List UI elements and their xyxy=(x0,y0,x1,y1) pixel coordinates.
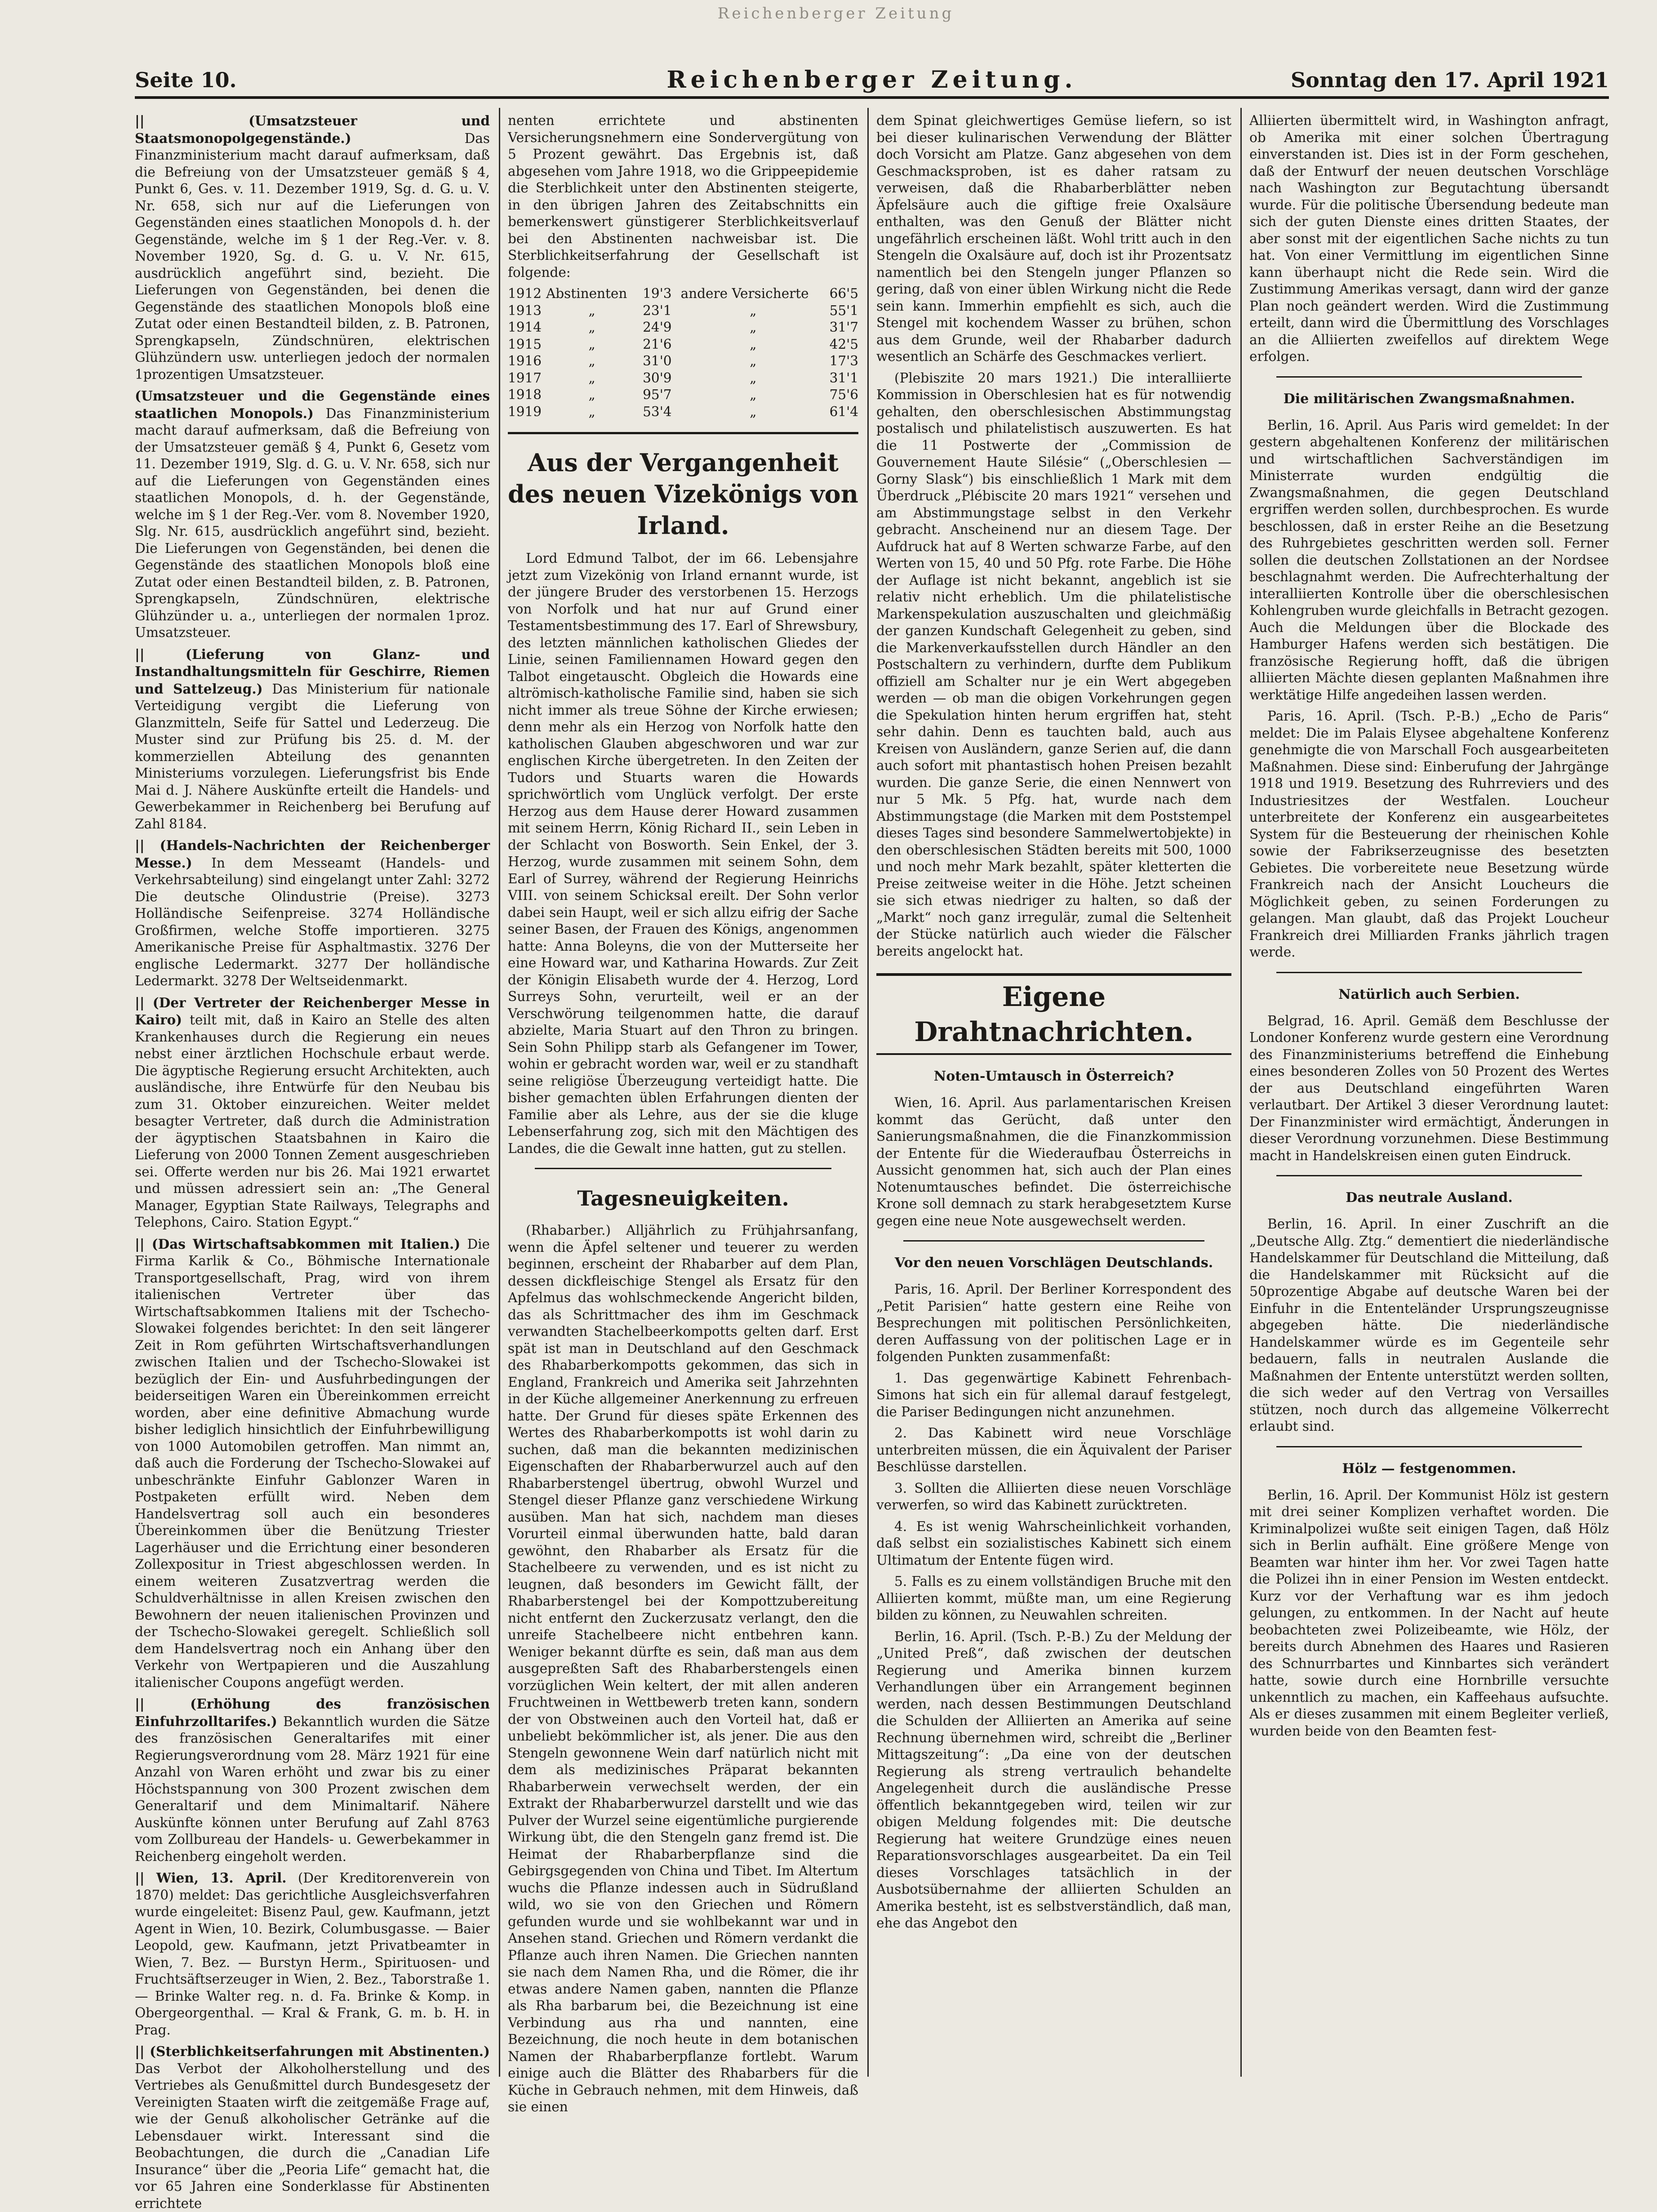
article-title: || (Der Vertreter der Reichenberger Messe in Kairo) xyxy=(135,994,490,1028)
numbered-point-5: 5. Falls es zu einem vollständigen Bruche mit den Alliierten kommt, müßte man, um eine Regierung bilden zu können, zu Neuwahlen schreiten. xyxy=(876,1574,1231,1623)
mortality-year: 1917 xyxy=(508,370,542,386)
article-body: Das Finanzministerium macht darauf aufmerksam, daß die Befreiung von der Umsatzsteuer gemäß § 4, Punkt 6, Ges. v. 11. Dezember 1919, Sg. d. G. u. V. Nr. 658, sich nur auf die Lieferungen von Gegenständen eines staatlichen Monopols d. h. der Gegenstände, welche im § 1 der Reg.-Ver. v. 8. November 1920, Sg. d. G. u. V. Nr. 615, ausdrücklich angeführt sind, bezieht. Die Lieferungen von Gegenständen, bei denen die Gegenstände des staatlichen Monopols bloß eine Zutat oder einen Bestandteil bilden, z. B. Patronen, Sprengkapseln, Zündschnüren, elektrischen Glühzündern usw. unterliegen jedoch der normalen 1prozentigen Umsatzsteuer. xyxy=(135,130,490,382)
mortality-year: 1915 xyxy=(508,336,542,352)
column-divider-3 xyxy=(1240,108,1242,2077)
article-title: || Wien, 13. April. xyxy=(135,1870,287,1886)
mortality-value-abstinent: 21'6 xyxy=(643,336,672,352)
section-heading-drahtnachrichten: Eigene Drahtnachrichten. xyxy=(876,973,1231,1055)
mortality-year: 1916 xyxy=(508,353,542,369)
article-lieferung-glanzmittel xyxy=(135,646,490,833)
mortality-table-row xyxy=(508,353,858,370)
article-notenumtausch: Wien, 16. April. Aus parlamentarischen Kreisen kommt das Gerücht, daß unter den Sanierungsmaßnahmen, die die Finanzkommission der Entente für die Wiederaufbau Österreichs in Aussicht genommen hat, sich auch der Plan eines Notenumtausches befindet. Die österreichische Krone soll demnach zu stark herabgesetztem Kurse gegen eine neue Note ausgewechselt werden. xyxy=(876,1095,1231,1228)
mortality-table-row xyxy=(508,319,858,336)
article-title: || (Das Wirtschaftsabkommen mit Italien.) xyxy=(135,1236,461,1252)
issue-date: Sonntag den 17. April 1921 xyxy=(1290,68,1609,92)
article-wirtschaftsabkommen-italien xyxy=(135,1236,490,1691)
headline-vizekoenig-irland: Aus der Vergangenheit des neuen Vizekönigs von Irland. xyxy=(508,448,858,540)
mortality-label-a: „ xyxy=(588,320,595,335)
numbered-point-2: 2. Das Kabinett wird neue Vorschläge unterbreiten müssen, die ein Äquivalent der Pariser Beschlüsse darstellen. xyxy=(876,1425,1231,1474)
mortality-label-b: „ xyxy=(750,353,757,369)
column-2 xyxy=(508,112,858,2114)
article-rhabarber-continued: dem Spinat gleichwertiges Gemüse liefern, so ist bei dieser kulinarischen Verwendung der Blätter doch Vorsicht am Platze. Ganz abgesehen von dem Geschmacksproben, ist es daher ratsam zu verweisen, daß die Rhabarberblätter neben Äpfelsäure auch die giftige freie Oxalsäure enthalten, was den Genuß der Blätter nicht ungefährlich erscheinen läßt. Wohl tritt auch in den Stengeln die Oxalsäure auf, doch ist ihr Prozentsatz namentlich bei den Stengeln junger Pflanzen so gering, daß von einer üblen Wirkung nicht die Rede sein kann. Immerhin empfiehlt es sich, auch die Stengel mit kochendem Wasser zu brühen, schon aus dem Grunde, weil der Rhabarber dadurch wesentlich an Schärfe des Geschmackes verliert. xyxy=(876,113,1231,364)
mortality-label-a: Abstinenten xyxy=(546,286,627,301)
mortality-label-a: „ xyxy=(588,303,595,318)
section-rule xyxy=(1276,1446,1582,1447)
column-4 xyxy=(1249,112,1609,2081)
article-serbien: Belgrad, 16. April. Gemäß dem Beschlusse der Londoner Konferenz wurde gestern eine Verordnung des Finanzministeriums betreffend die Einhebung eines besonderen Zolles von 50 Prozent des Wertes der aus Deutschland eingeführten Waren verlautbart. Der Artikel 3 dieser Verordnung lautet: Der Finanzminister wird ermächtigt, Änderungen in dieser Verordnung vorzunehmen. Diese Bestimmung macht in Handelskreisen einen guten Eindruck. xyxy=(1249,1013,1609,1163)
mortality-value-abstinent: 30'9 xyxy=(643,370,672,386)
section-heading-tagesneuigkeiten: Tagesneuigkeiten. xyxy=(577,1186,789,1211)
numbered-point-4: 4. Es ist wenig Wahrscheinlichkeit vorhanden, daß selbst ein sozialistisches Kabinett sich einem Ultimatum der Entente fügen wird. xyxy=(876,1518,1231,1568)
article-title: || (Sterblichkeitserfahrungen mit Abstinenten.) xyxy=(135,2043,490,2059)
section-rule xyxy=(535,1168,831,1169)
article-vizekoenig-body: Lord Edmund Talbot, der im 66. Lebensjahre jetzt zum Vizekönig von Irland ernannt wurde, ist der jüngere Bruder des verstorbenen 15. Herzogs von Norfolk und hat nur auf Grund einer Testamentsbestimmung des 17. Earl of Shrewsbury, des letzten männlichen katholischen Gliedes der Linie, seinen Familiennamen Howard gegen den Talbot eingetauscht. Obgleich die Howards eine altrömisch-katholische Familie sind, haben sie sich nicht immer als treue Söhne der Kirche erwiesen; denn mehr als ein Herzog von Norfolk hatte den katholischen Glauben abgeschworen und war zur englischen Kirche übergetreten. In den Zeiten der Tudors und Stuarts waren die Howards sprichwörtlich vom Unglück verfolgt. Der erste Herzog aus dem Hause derer Howard zusammen mit seinem Herrn, König Richard II., sein Leben in der Schlacht von Bosworth. Sein Enkel, der 3. Herzog, wurde zusammen mit seinem Sohn, dem Earl of Surrey, während der Regierung Heinrichs VIII. von seinem Schicksal ereilt. Der Sohn verlor dabei sein Haupt, weil er sich allzu eifrig der Sache seiner Basen, der Frauen des Königs, angenommen hatte: Anna Boleyns, die von der Mutterseite her eine Howard war, und Katharina Howards. Zur Zeit der Königin Elisabeth wurde der 4. Herzog, Lord Surreys Sohn, verurteilt, weil er an der Verschwörung teilgenommen hatte, die darauf abzielte, Maria Stuart auf den Thron zu bringen. Sein Sohn Philipp starb als Gefangener im Tower, wohin er gebracht worden war, weil er zu standhaft seine religiöse Überzeugung verteidigt hatte. Die bisher gemachten üblen Erfahrungen dienten der Familie aber als Lehre, aus der sie die kluge Lebenserfahrung zog, sich mit den Mächtigen des Landes, die die Gewalt inne hatten, gut zu stellen. xyxy=(508,551,858,1156)
mortality-label-b: „ xyxy=(750,303,757,318)
article-body: In dem Messeamt (Handels- und Verkehrsabteilung) sind eingelangt unter Zahl: 3272 Die deutsche Olindustrie (Preise). 3273 Holländische Seifenpreise. 3274 Holländische Großfirmen, welche Stoffe importieren. 3275 Amerikanische Preise für Asphaltmastix. 3276 Der englische Ledermarkt. 3277 Der holländische Ledermarkt. 3278 Der Weltseidenmarkt. xyxy=(135,855,490,988)
mortality-label-b: „ xyxy=(750,320,757,335)
mortality-table-row xyxy=(508,336,858,353)
section-rule xyxy=(508,432,858,434)
section-rule xyxy=(903,1240,1204,1242)
mortality-year: 1914 xyxy=(508,320,542,335)
subheading-hoelz: Hölz — festgenommen. xyxy=(1342,1460,1516,1477)
mortality-label-a: „ xyxy=(588,336,595,352)
mortality-table-row xyxy=(508,404,858,421)
article-rhabarber: (Rhabarber.) Alljährlich zu Frühjahrsanfang, wenn die Äpfel seltener und teuerer zu werden beginnen, erscheint der Rhabarber auf dem Plan, dessen dickfleischige Stengel als Ersatz für den Apfelmus das wohlschmeckende Angericht bilden, das als Schrittmacher des ihm im Geschmack verwandten Stachelbeerkompotts gelten darf. Erst spät ist man in Deutschland auf den Geschmack des Rhabarberkompotts gekommen, das sich in England, Frankreich und Amerika seit Jahrzehnten in der Küche allgemeiner Anerkennung zu erfreuen hatte. Der Grund für dieses späte Erkennen des Wertes des Rhabarberkompotts ist wohl darin zu suchen, daß man die bekannten medizinischen Eigenschaften der Rhabarberwurzel auch auf den Rhabarberstengel übertrug, obwohl Wurzel und Stengel dieser Pflanze ganz verschiedene Wirkung ausüben. Man hat sich, nachdem man dieses Vorurteil einmal überwunden hatte, bald daran gewöhnt, den Rhabarber als Ersatz für die Stachelbeere zu verwenden, und es ist nicht zu leugnen, daß besonders im Gewicht fällt, der Rhabarberstengel bei der Kompottzubereitung nicht entfernt den Zuckerzusatz verlangt, den die unreife Stachelbeere nicht entbehren kann. Weniger bekannt dürfte es sein, daß man aus dem ausgepreßten Saft des Rhabarberstengels einen vorzüglichen Wein keltert, der mit allen anderen Fruchtweinen in Wettbewerb treten kann, sondern der von Obstweinen auch den Vorteil hat, daß er unbeliebt bekömmlicher ist, als jener. Die aus den Stengeln gewonnene Wein darf natürlich nicht mit dem als medizinisches Präparat bekannten Rhabarberwein verwechselt werden, der ein Extrakt der Rhabarberwurzel darstellt und wie das Pulver der Wurzel seine eigentümliche purgierende Wirkung übt, die den Stengeln ganz fremd ist. Die Heimat der Rhabarberpflanze sind die Gebirgsgegenden von China und Tibet. Im Altertum wuchs die Pflanze indessen auch in Südrußland wild, wo sie von den Griechen und Römern gefunden wurde und sie wohlbekannt war und in Ansehen stand. Griechen und Römern verdankt die Pflanze auch ihren Namen. Die Griechen nannten sie nach dem Namen Rha, und die Römer, die ihr etwas andere Namen gaben, nannten die Pflanze als Rha barbarum bei, die Bezeichnung ist eine Verbindung aus rha und nannten, eine Bezeichnung, die noch heute in dem botanischen Namen der Rhabarberpflanze fortlebt. Warum einige auch die Blätter des Rhabarbers für die Küche in Gebrauch nehmen, mit dem Hinweis, daß sie einen xyxy=(508,1223,858,2114)
article-zwangsmassnahmen: Berlin, 16. April. Aus Paris wird gemeldet: In der gestern abgehaltenen Konferenz der militärischen und wirtschaftlichen Sachverständigen im Ministerrate wurden endgültig die Zwangsmaßnahmen, die gegen Deutschland ergriffen werden sollen, durchbesprochen. Es wurde beschlossen, daß in erster Reihe an die Besetzung des Ruhrgebietes geschritten werden soll. Ferner sollen die deutschen Zollstationen an der Nordsee beschlagnahmt werden. Die Aufrechterhaltung der interalliierten Kontrolle über die oberschlesischen Kohlengruben wurde gleichfalls in Betracht gezogen. Auch die Meldungen über die Blockade des Hamburger Hafens werden sich bestätigen. Die französische Regierung hofft, daß die übrigen alliierten Mächte diesen geplanten Maßnahmen ihre werktätige Hilfe angedeihen lassen werden. xyxy=(1249,417,1609,703)
article-body: Bekanntlich wurden die Sätze des französischen Generaltarifes mit einer Regierungsverordnung vom 28. März 1921 für eine Anzahl von Waren erhöht und zwar bis zu einer Höchstspannung von 300 Prozent zwischen dem Generaltarif und dem Minimaltarif. Nähere Auskünfte können unter Berufung auf Zahl 8763 vom Zollbureau der Handels- u. Gewerbekammer in Reichenberg eingeholt werden. xyxy=(135,1714,490,1864)
article-body: teilt mit, daß in Kairo an Stelle des alten Krankenhauses durch die Regierung ein neues nebst einer ärztlichen Hochschule erbaut werde. Die ägyptische Regierung ersucht Architekten, auch ausländische, ihre Entwürfe für den Neubau bis zum 31. Oktober einzureichen. Weiter meldet besagter Vertreter, daß durch die Administration der ägyptischen Staatsbahnen in Kairo die Lieferung von 2000 Tonnen Zement ausgeschrieben sei. Offerte werden nur bis 26. Mai 1921 erwartet und müssen adressiert sein an: „The General Manager, Egyptian State Railways, Telegraphs and Telephons, Cairo. Station Egypt.“ xyxy=(135,1012,490,1230)
article-body: Die Firma Karlik & Co., Böhmische Internationale Transportgesellschaft, Prag, wird von ihrem italienischen Vertreter über das Wirtschaftsabkommen Italiens mit der Tschecho-Slowakei folgendes berichtet: In den seit längerer Zeit in Rom geführten Wirtschaftsverhandlungen zwischen Italien und der Tschecho-Slowakei ist bezüglich der Ein- und Ausfuhrbedingungen der beiderseitigen Waren ein Übereinkommen erreicht worden, aber eine definitive Abmachung wurde bisher lediglich hinsichtlich der Einfuhrbewilligung von 1000 Automobilen getroffen. Man nimmt an, daß auch die Forderung der Tschecho-Slowakei auf unbeschränkte Einfuhr Gablonzer Waren in Postpaketen erfüllt wird. Neben dem Handelsvertrag soll auch ein besonderes Übereinkommen über die Benützung Triester Lagerhäuser und die Errichtung einer besonderen Zollexpositur in Triest abgeschlossen werden. In einem weiteren Zusatzvertrag werden die Schuldverhältnisse in allen Kreisen zwischen den Bewohnern der neuen italienischen Provinzen und der Tschecho-Slowakei geregelt. Schließlich soll dem Handelsvertrag noch ein Anhang über den Verkehr von Wertpapieren und die Auszahlung italienischer Coupons angefügt werden. xyxy=(135,1236,490,1690)
article-sterblichkeit xyxy=(135,2043,490,2212)
section-rule xyxy=(1276,972,1582,973)
section-rule xyxy=(1276,1175,1582,1176)
article-paris-echo: Paris, 16. April. (Tsch. P.-B.) „Echo de Paris“ meldet: Die im Palais Elysee abgehaltene Konferenz genehmigte die von Marschall Foch ausgearbeiteten Maßnahmen. Diese sind: Einberufung der Jahrgänge 1918 und 1919. Besetzung des Ruhrreviers und des Industriesitzes der Westfalen. Loucheur unterbreitete der Konferenz ein ausgearbeitetes System für die Besteuerung der rheinischen Kohle sowie der Fabrikserzeugnisse des besetzten Gebietes. Die vorbereitete neue Besetzung würde Frankreich nach der Ansicht Loucheurs die Möglichkeit geben, zu seinen Forderungen zu gelangen. Man glaubt, daß das Projekt Loucheur Frankreich drei Milliarden Franks jährlich tragen werde. xyxy=(1249,708,1609,960)
mortality-value-other: 55'1 xyxy=(829,303,858,318)
mortality-value-abstinent: 24'9 xyxy=(643,320,672,335)
article-kreditorenverein xyxy=(135,1869,490,2038)
article-body: Das Verbot der Alkoholherstellung und des Vertriebes als Genußmittel durch Bundesgesetz der Vereinigten Staaten wirft die zeitgemäße Frage auf, wie der Genuß alkoholischer Getränke auf die Lebensdauer wirkt. Interessant sind die Beobachtungen, die durch die „Canadian Life Insurance“ über die „Peoria Life“ gemacht hat, die vor 65 Jahren eine Sonderklasse für Abstinenten errichtete xyxy=(135,2061,490,2211)
mortality-value-other: 42'5 xyxy=(829,336,858,352)
subheading-vorschlaege: Vor den neuen Vorschlägen Deutschlands. xyxy=(894,1255,1213,1271)
mortality-year: 1913 xyxy=(508,303,542,318)
page-header xyxy=(135,67,1609,93)
header-rule xyxy=(135,96,1609,99)
mortality-table xyxy=(508,285,858,420)
article-hoelz: Berlin, 16. April. Der Kommunist Hölz ist gestern mit drei seiner Komplizen verhaftet worden. Die Kriminalpolizei wußte seit einigen Tagen, daß Hölz sich in Berlin aufhält. Eine größere Menge von Beamten war hinter ihm her. Vor zwei Tagen hatte die Polizei ihn in einer Pension im Westen entdeckt. Kurz vor der Verhaftung war es ihm jedoch gelungen, zu entkommen. In der Nacht auf heute beobachteten zwei Polizeibeamte, wie Hölz, der bereits durch Abnehmen des Haares und Rasieren des Schnurrbartes und Kinnbartes sich verändert hatte, sowie durch eine Hornbrille versuchte unkenntlich zu machen, ein Kaffeehaus aufsuchte. Als er dieses zusammen mit einem Begleiter verließ, wurden beide von den Beamten fest- xyxy=(1249,1487,1609,1739)
article-vertreter-kairo xyxy=(135,994,490,1231)
mortality-value-abstinent: 95'7 xyxy=(643,387,672,402)
mortality-value-other: 31'1 xyxy=(829,370,858,386)
article-body: (Der Kreditorenverein von 1870) meldet: Das gerichtliche Ausgleichsverfahren wurde eingeleitet: Bisenz Paul, gew. Kaufmann, jetzt Agent in Wien, 10. Bezirk, Columbusgasse. — Baier Leopold, gew. Kaufmann, jetzt Privatbeamter in Wien, 7. Bez. — Burstyn Herm., Spirituosen- und Fruchtsäftserzeuger in Wien, 2. Bez., Taborstraße 1. — Brinke Walter reg. n. d. Fa. Brinke & Komp. in Obergeorgenthal. — Kral & Frank, G. m. b. H. in Prag. xyxy=(135,1870,490,2038)
mortality-label-b: „ xyxy=(750,336,757,352)
article-title: || (Umsatzsteuer und Staatsmonopolgegenstände.) xyxy=(135,113,490,146)
article-neutrales-ausland: Berlin, 16. April. In einer Zuschrift an die „Deutsche Allg. Ztg.“ dementiert die niederländische Handelskammer für Deutschland die Mitteilung, daß die Handelskammer mit Rücksicht auf die 50prozentige Abgabe auf deutsche Waren bei der Einfuhr in die Ententeländer Ursprungszeugnisse abgegeben hätte. Die niederländische Handelskammer würde es im Gegenteile sehr bedauern, falls in neutralen Auslande die Maßnahmen der Entente unterstützt werden sollten, die sich weder auf den Vertrag von Versailles stützen, noch durch das allgemeine Völkerrecht erlaubt sind. xyxy=(1249,1216,1609,1434)
article-title: || (Lieferung von Glanz- und Instandhaltungsmitteln für Geschirre, Riemen und Sattelzeug.) xyxy=(135,646,490,697)
column-divider-1 xyxy=(499,108,500,2077)
article-umsatzsteuer-1 xyxy=(135,112,490,383)
mortality-value-other: 31'7 xyxy=(829,320,858,335)
mortality-value-other: 17'3 xyxy=(829,353,858,369)
mortality-table-body xyxy=(508,285,858,420)
mortality-label-a: „ xyxy=(588,404,595,419)
column-1 xyxy=(135,112,490,2211)
numbered-point-3: 3. Sollten die Alliierten diese neuen Vorschläge verwerfen, so wird das Kabinett zurücktreten. xyxy=(876,1480,1231,1513)
mortality-year: 1912 xyxy=(508,286,542,301)
column-divider-2 xyxy=(867,108,869,2077)
article-berlin-continued: Alliierten übermittelt wird, in Washington anfragt, ob Amerika mit einer solchen Übertragung einverstanden ist. Dies ist in der Form geschehen, daß der Entwurf der neuen deutschen Vorschläge nach Washington zur Begutachtung übersandt wurde. Für die politische Übersendung bedeute man sich der guten Dienste eines dritten Staates, der aber sonst mit der eigentlichen Sache nichts zu tun hat. Von einer Vermittlung im eigentlichen Sinne kann überhaupt nicht die Rede sein. Wird die Zustimmung Amerikas versagt, dann wird der ganze Plan noch geändert werden. Wird die Zustimmung erteilt, dann wird die Übermittlung des Vorschlages an die Alliierten zweifellos auf direktem Wege erfolgen. xyxy=(1249,113,1609,364)
mortality-table-row xyxy=(508,370,858,387)
article-title: (Umsatzsteuer und die Gegenstände eines staatlichen Monopols.) xyxy=(135,388,490,421)
article-umsatzsteuer-2 xyxy=(135,387,490,641)
mortality-value-other: 75'6 xyxy=(829,387,858,402)
page-number: Seite 10. xyxy=(135,68,237,92)
subheading-serbien: Natürlich auch Serbien. xyxy=(1338,986,1520,1002)
subheading-zwangsmassnahmen: Die militärischen Zwangsmaßnahmen. xyxy=(1283,391,1575,407)
mortality-table-row xyxy=(508,303,858,320)
mortality-label-a: „ xyxy=(588,370,595,386)
mortality-value-abstinent: 19'3 xyxy=(643,286,672,301)
mortality-year: 1919 xyxy=(508,404,542,419)
subheading-neutrales-ausland: Das neutrale Ausland. xyxy=(1346,1190,1513,1206)
article-sterblichkeit-continued: nenten errichtete und abstinenten Versicherungsnehmern eine Sondervergütung von 5 Prozent gewährt. Das Ergebnis ist, daß abgesehen vom Jahre 1918, wo die Grippeepidemie die Sterblichkeit unter den Abstinenten steigerte, in den übrigen Jahren des Zeitabschnitts ein bemerkenswert günstigerer Sterblichkeitsverlauf bei den Abstinenten nachweisbar ist. Die Sterblichkeitserfahrung der Gesellschaft ist folgende: xyxy=(508,113,858,280)
newspaper-title: Reichenberger Zeitung. xyxy=(666,66,1077,93)
mortality-value-abstinent: 23'1 xyxy=(643,303,672,318)
mortality-label-a: „ xyxy=(588,353,595,369)
article-einfuhrzolltarif xyxy=(135,1696,490,1865)
article-vorschlaege-intro: Paris, 16. April. Der Berliner Korrespondent des „Petit Parisien“ hatte gestern eine Reihe von Besprechungen mit politischen Persönlichkeiten, deren Auffassung von der politischen Lage er in folgenden Punkten zusammenfaßt: xyxy=(876,1282,1231,1364)
mortality-value-other: 61'4 xyxy=(829,404,858,419)
subheading-notenumtausch: Noten-Umtausch in Österreich? xyxy=(933,1068,1174,1084)
mortality-label-b: „ xyxy=(750,387,757,402)
article-title: || (Handels-Nachrichten der Reichenberger Messe.) xyxy=(135,837,490,871)
article-plebiszit-marken: (Plebiszite 20 mars 1921.) Die interalliierte Kommission in Oberschlesien hat es für notwendig gehalten, den oberschlesischen Abstimmungstag postalisch und philatelistisch auszuwerten. Es hat die 11 Postwerte der „Commission de Gouvernement Haute Silésie“ („Oberschlesien — Gorny Slask“) bis einschließlich 1 Mark mit dem Überdruck „Plébiscite 20 mars 1921“ versehen und am Abstimmungstage selbst in den Verkehr gebracht. Anscheinend nur an diesem Tage. Der Aufdruck hat auf 8 Werten schwarze Farbe, auf den Werten von 15, 40 und 50 Pfg. rote Farbe. Die Höhe der Auflage ist nicht bekannt, angeblich ist sie relativ nicht erheblich. Um die philatelistische Markenspekulation auszuschalten und gleichmäßig der ganzen Kundschaft Gelegenheit zu geben, sind die Markenverkaufsstellen durch Händler an den Postschaltern zu verhindern, durfte dem Publikum offiziell am Schalter nur je ein Wert abgegeben werden — ob man die obigen Vorkehrungen gegen die Spekulation hinten herum ergriffen hat, steht sehr dahin. Denn es tauchten bald, auch aus Kreisen von Ausländern, ganze Serien auf, die dann auch sofort mit phantastisch hohen Preisen bezahlt wurden. Die ganze Serie, die einen Nennwert von nur 5 Mk. 5 Pfg. hat, wurde nach dem Abstimmungstage (die Marken mit dem Poststempel dieses Tages sind besondere Sammelwertobjekte) in den oberschlesischen Städten bereits mit 500, 1000 und noch mehr Mark bezahlt, später kletterten die Preise zeitweise weiter in die Höhe. Jetzt scheinen sie sich etwas niedriger zu halten, so daß der „Markt“ noch ganz irregulär, zumal die Seltenheit der Stücke natürlich auch wieder die Fälscher bereits angelockt hat. xyxy=(876,370,1231,959)
faint-masthead-bleedthrough: Reichenberger Zeitung xyxy=(717,4,955,22)
mortality-table-row xyxy=(508,285,858,303)
section-rule xyxy=(1276,376,1582,378)
article-berlin-united-press: Berlin, 16. April. (Tsch. P.-B.) Zu der Meldung der „United Preß“, daß zwischen der deutschen Regierung und Amerika binnen kurzem Verhandlungen über ein Arrangement beginnen werden, nach dessen Bestimmungen Deutschland die Schulden der Alliierten an Amerika auf seine Rechnung übernehmen wird, schreibt die „Berliner Mittagszeitung“: „Da eine von der deutschen Regierung als streng vertraulich behandelte Angelegenheit durch die ausländische Presse öffentlich bekanntgegeben wird, teilen wir zur obigen Meldung folgendes mit: Die deutsche Regierung hat weitere Grundzüge eines neuen Reparationsvorschlages ausgearbeitet. Da ein Teil dieses Vorschlages tatsächlich in der Ausbotsübernahme der alliierten Schulden an Amerika besteht, ist es selbstverständlich, daß man, ehe das Angebot den xyxy=(876,1629,1231,1931)
numbered-point-1: 1. Das gegenwärtige Kabinett Fehrenbach-Simons hat sich ein für allemal darauf festgelegt, die Pariser Bedingungen nicht anzunehmen. xyxy=(876,1370,1231,1420)
article-body: Das Finanzministerium macht darauf aufmerksam, daß die Befreiung von der Umsatzsteuer gemäß § 4, Punkt 6, Gesetz vom 11. Dezember 1919, Slg. d. G. u. V. Nr. 658, sich nur auf die Lieferungen von Gegenständen eines staatlichen Monopols, d. h. der Gegenstände, welche im § 1 der Reg.-Ver. vom 8. November 1920, Slg. Nr. 615, ausdrücklich angeführt sind, bezieht. Die Lieferungen von Gegenständen, bei denen die Gegenstände des staatlichen Monopols bloß eine Zutat oder einen Bestandteil bilden, z. B. Patronen, Sprengkapseln, Zündschnüren, elektrische Glühzünder u. a., unterliegen der normalen 1proz. Umsatzsteuer. xyxy=(135,405,490,640)
mortality-label-a: „ xyxy=(588,387,595,402)
mortality-year: 1918 xyxy=(508,387,542,402)
mortality-value-abstinent: 53'4 xyxy=(643,404,672,419)
article-body: Das Ministerium für nationale Verteidigung vergibt die Lieferung von Glanzmitteln, Seife für Sattel und Lederzeug. Die Muster sind zur Prüfung bis 25. d. M. der kommerziellen Abteilung des genannten Ministeriums vorzulegen. Lieferungsfrist bis Ende Mai d. J. Nähere Auskünfte erteilt die Handels- und Gewerbekammer in Reichenberg bei Berufung auf Zahl 8184. xyxy=(135,681,490,832)
mortality-value-other: 66'5 xyxy=(829,286,858,301)
mortality-label-b: „ xyxy=(750,370,757,386)
mortality-value-abstinent: 31'0 xyxy=(643,353,672,369)
article-handels-nachrichten xyxy=(135,837,490,990)
mortality-table-row xyxy=(508,387,858,404)
mortality-label-b: „ xyxy=(750,404,757,419)
column-3 xyxy=(876,112,1231,2081)
mortality-label-b: andere Versicherte xyxy=(680,286,809,301)
article-title: || (Erhöhung des französischen Einfuhrzolltarifes.) xyxy=(135,1696,490,1729)
